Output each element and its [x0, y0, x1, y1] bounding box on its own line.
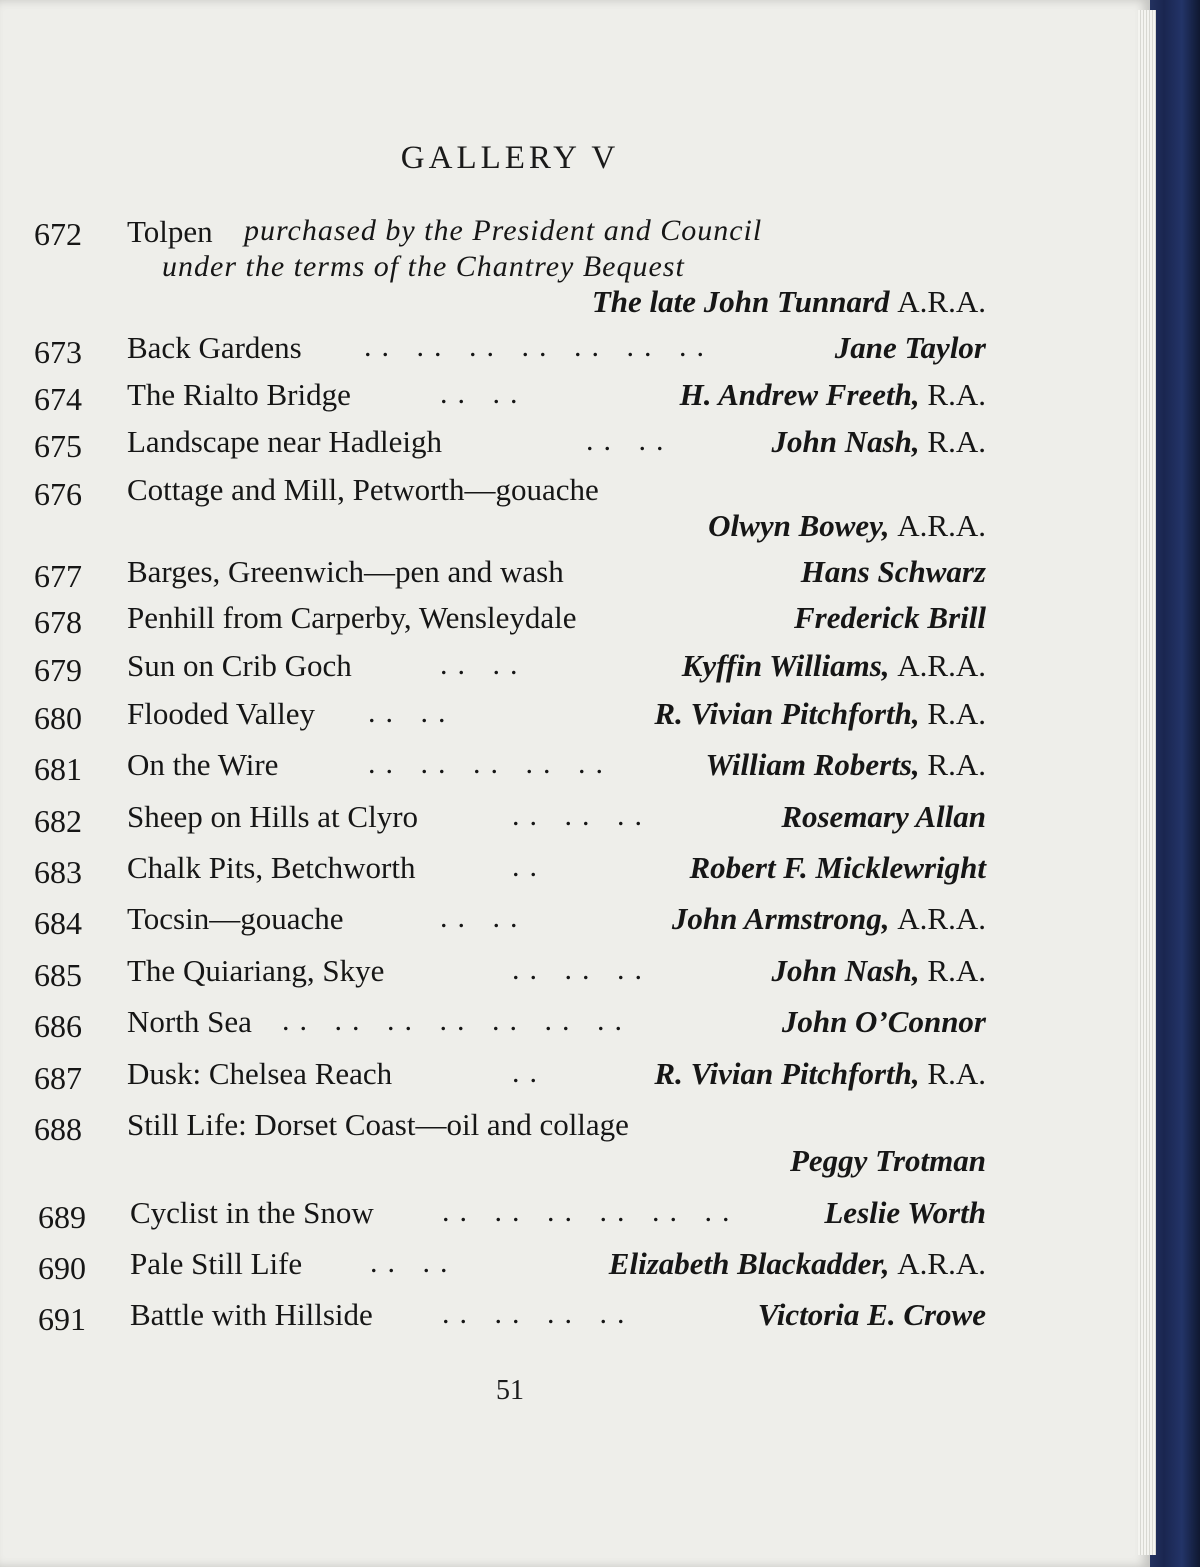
entry-artist: Hans Schwarz [800, 554, 986, 589]
entry-medium: —pen and wash [364, 554, 564, 589]
entry-number: 685 [34, 957, 82, 993]
entry-number: 690 [38, 1250, 86, 1286]
entry-number: 682 [34, 803, 82, 839]
entry-number: 677 [34, 558, 82, 594]
entry-number: 672 [34, 216, 82, 252]
entry-artist: Jane Taylor [834, 330, 986, 365]
entry-artist: Rosemary Allan [781, 799, 986, 834]
entry-number: 686 [34, 1008, 82, 1044]
leader-dots: .. [512, 1056, 547, 1089]
entry-title: North Sea [127, 1004, 252, 1039]
entry-artist: Leslie Worth [824, 1195, 986, 1230]
leader-dots: .. .. .. [512, 799, 652, 832]
leader-dots: .. .. [370, 1246, 458, 1279]
entry-artist: John Nash, R.A. [771, 953, 986, 988]
entry-artist: Olwyn Bowey, A.R.A. [708, 508, 986, 543]
entry-title: Still Life: Dorset Coast—oil and collage [127, 1107, 629, 1142]
leader-dots: .. .. .. .. .. .. [442, 1195, 740, 1228]
entry-title: Cyclist in the Snow [130, 1195, 374, 1230]
entry-number: 679 [34, 652, 82, 688]
gallery-heading: GALLERY V [400, 140, 620, 176]
entry-title: Barges, Greenwich—pen and wash [127, 554, 564, 589]
entry-artist: John O’Connor [781, 1004, 986, 1039]
entry-title: Pale Still Life [130, 1246, 303, 1281]
entry-artist: R. Vivian Pitchforth, R.A. [654, 1056, 986, 1091]
entry-number: 688 [34, 1111, 82, 1147]
entry-number: 684 [34, 905, 82, 941]
entry-number: 681 [34, 751, 82, 787]
entry-artist: John Armstrong, A.R.A. [671, 901, 986, 936]
leader-dots: .. .. [586, 424, 674, 457]
entry-title: Chalk Pits, Betchworth [127, 850, 416, 885]
leader-dots: .. .. .. .. .. [368, 747, 613, 780]
entry-number: 689 [38, 1199, 86, 1235]
entry-title: Dusk: Chelsea Reach [127, 1056, 393, 1091]
entry-artist: R. Vivian Pitchforth, R.A. [654, 696, 986, 731]
entry-number: 674 [34, 381, 82, 417]
entry-title: Sun on Crib Goch [127, 648, 352, 683]
page-edges [1138, 10, 1156, 1555]
entry-artist: Victoria E. Crowe [757, 1297, 986, 1332]
leader-dots: .. .. .. [512, 953, 652, 986]
entry-artist: Peggy Trotman [789, 1143, 986, 1178]
entry-title: Sheep on Hills at Clyro [127, 799, 419, 834]
entry-title: Tocsin—gouache [127, 901, 344, 936]
entry-note: purchased by the President and Council [244, 214, 763, 247]
entry-title: The Quiariang, Skye [127, 953, 385, 988]
leader-dots: .. .. [440, 648, 528, 681]
entry-medium: —gouache [209, 901, 344, 936]
entry-artist: Kyffin Williams, A.R.A. [681, 648, 986, 683]
leader-dots: .. [512, 850, 547, 883]
leader-dots: .. .. .. .. [442, 1297, 635, 1330]
leader-dots: .. .. .. .. .. .. .. [364, 330, 714, 363]
entry-number: 680 [34, 700, 82, 736]
entry-artist: H. Andrew Freeth, R.A. [679, 377, 986, 412]
entry-artist: Frederick Brill [793, 600, 986, 635]
entry-number: 678 [34, 604, 82, 640]
entry-note: under the terms of the Chantrey Bequest [162, 250, 685, 283]
entry-title: On the Wire [127, 747, 279, 782]
entry-title: Battle with Hillside [130, 1297, 373, 1332]
entry-title: Cottage and Mill, Petworth—gouache [127, 472, 599, 507]
entry-number: 683 [34, 854, 82, 890]
page-number: 51 [496, 1375, 524, 1406]
entry-artist: The late John Tunnard A.R.A. [591, 284, 986, 319]
entry-artist: William Roberts, R.A. [705, 747, 986, 782]
entry-artist: Robert F. Micklewright [689, 850, 986, 885]
entry-medium: —gouache [464, 472, 599, 507]
entry-title: Tolpen [127, 214, 213, 249]
entry-title: The Rialto Bridge [127, 377, 351, 412]
leader-dots: .. .. [368, 696, 456, 729]
leader-dots: .. .. [440, 901, 528, 934]
entry-number: 673 [34, 334, 82, 370]
entry-title: Penhill from Carperby, Wensleydale [127, 600, 577, 635]
entry-medium: —oil and collage [415, 1107, 629, 1142]
entry-title: Landscape near Hadleigh [127, 424, 443, 459]
entry-title: Flooded Valley [127, 696, 315, 731]
entry-artist: John Nash, R.A. [771, 424, 986, 459]
entry-number: 676 [34, 476, 82, 512]
leader-dots: .. .. [440, 377, 528, 410]
entry-title: Back Gardens [127, 330, 302, 365]
entry-number: 687 [34, 1060, 82, 1096]
leader-dots: .. .. .. .. .. .. .. [282, 1004, 632, 1037]
entry-number: 691 [38, 1301, 86, 1337]
entry-artist: Elizabeth Blackadder, A.R.A. [608, 1246, 986, 1281]
entry-number: 675 [34, 428, 82, 464]
